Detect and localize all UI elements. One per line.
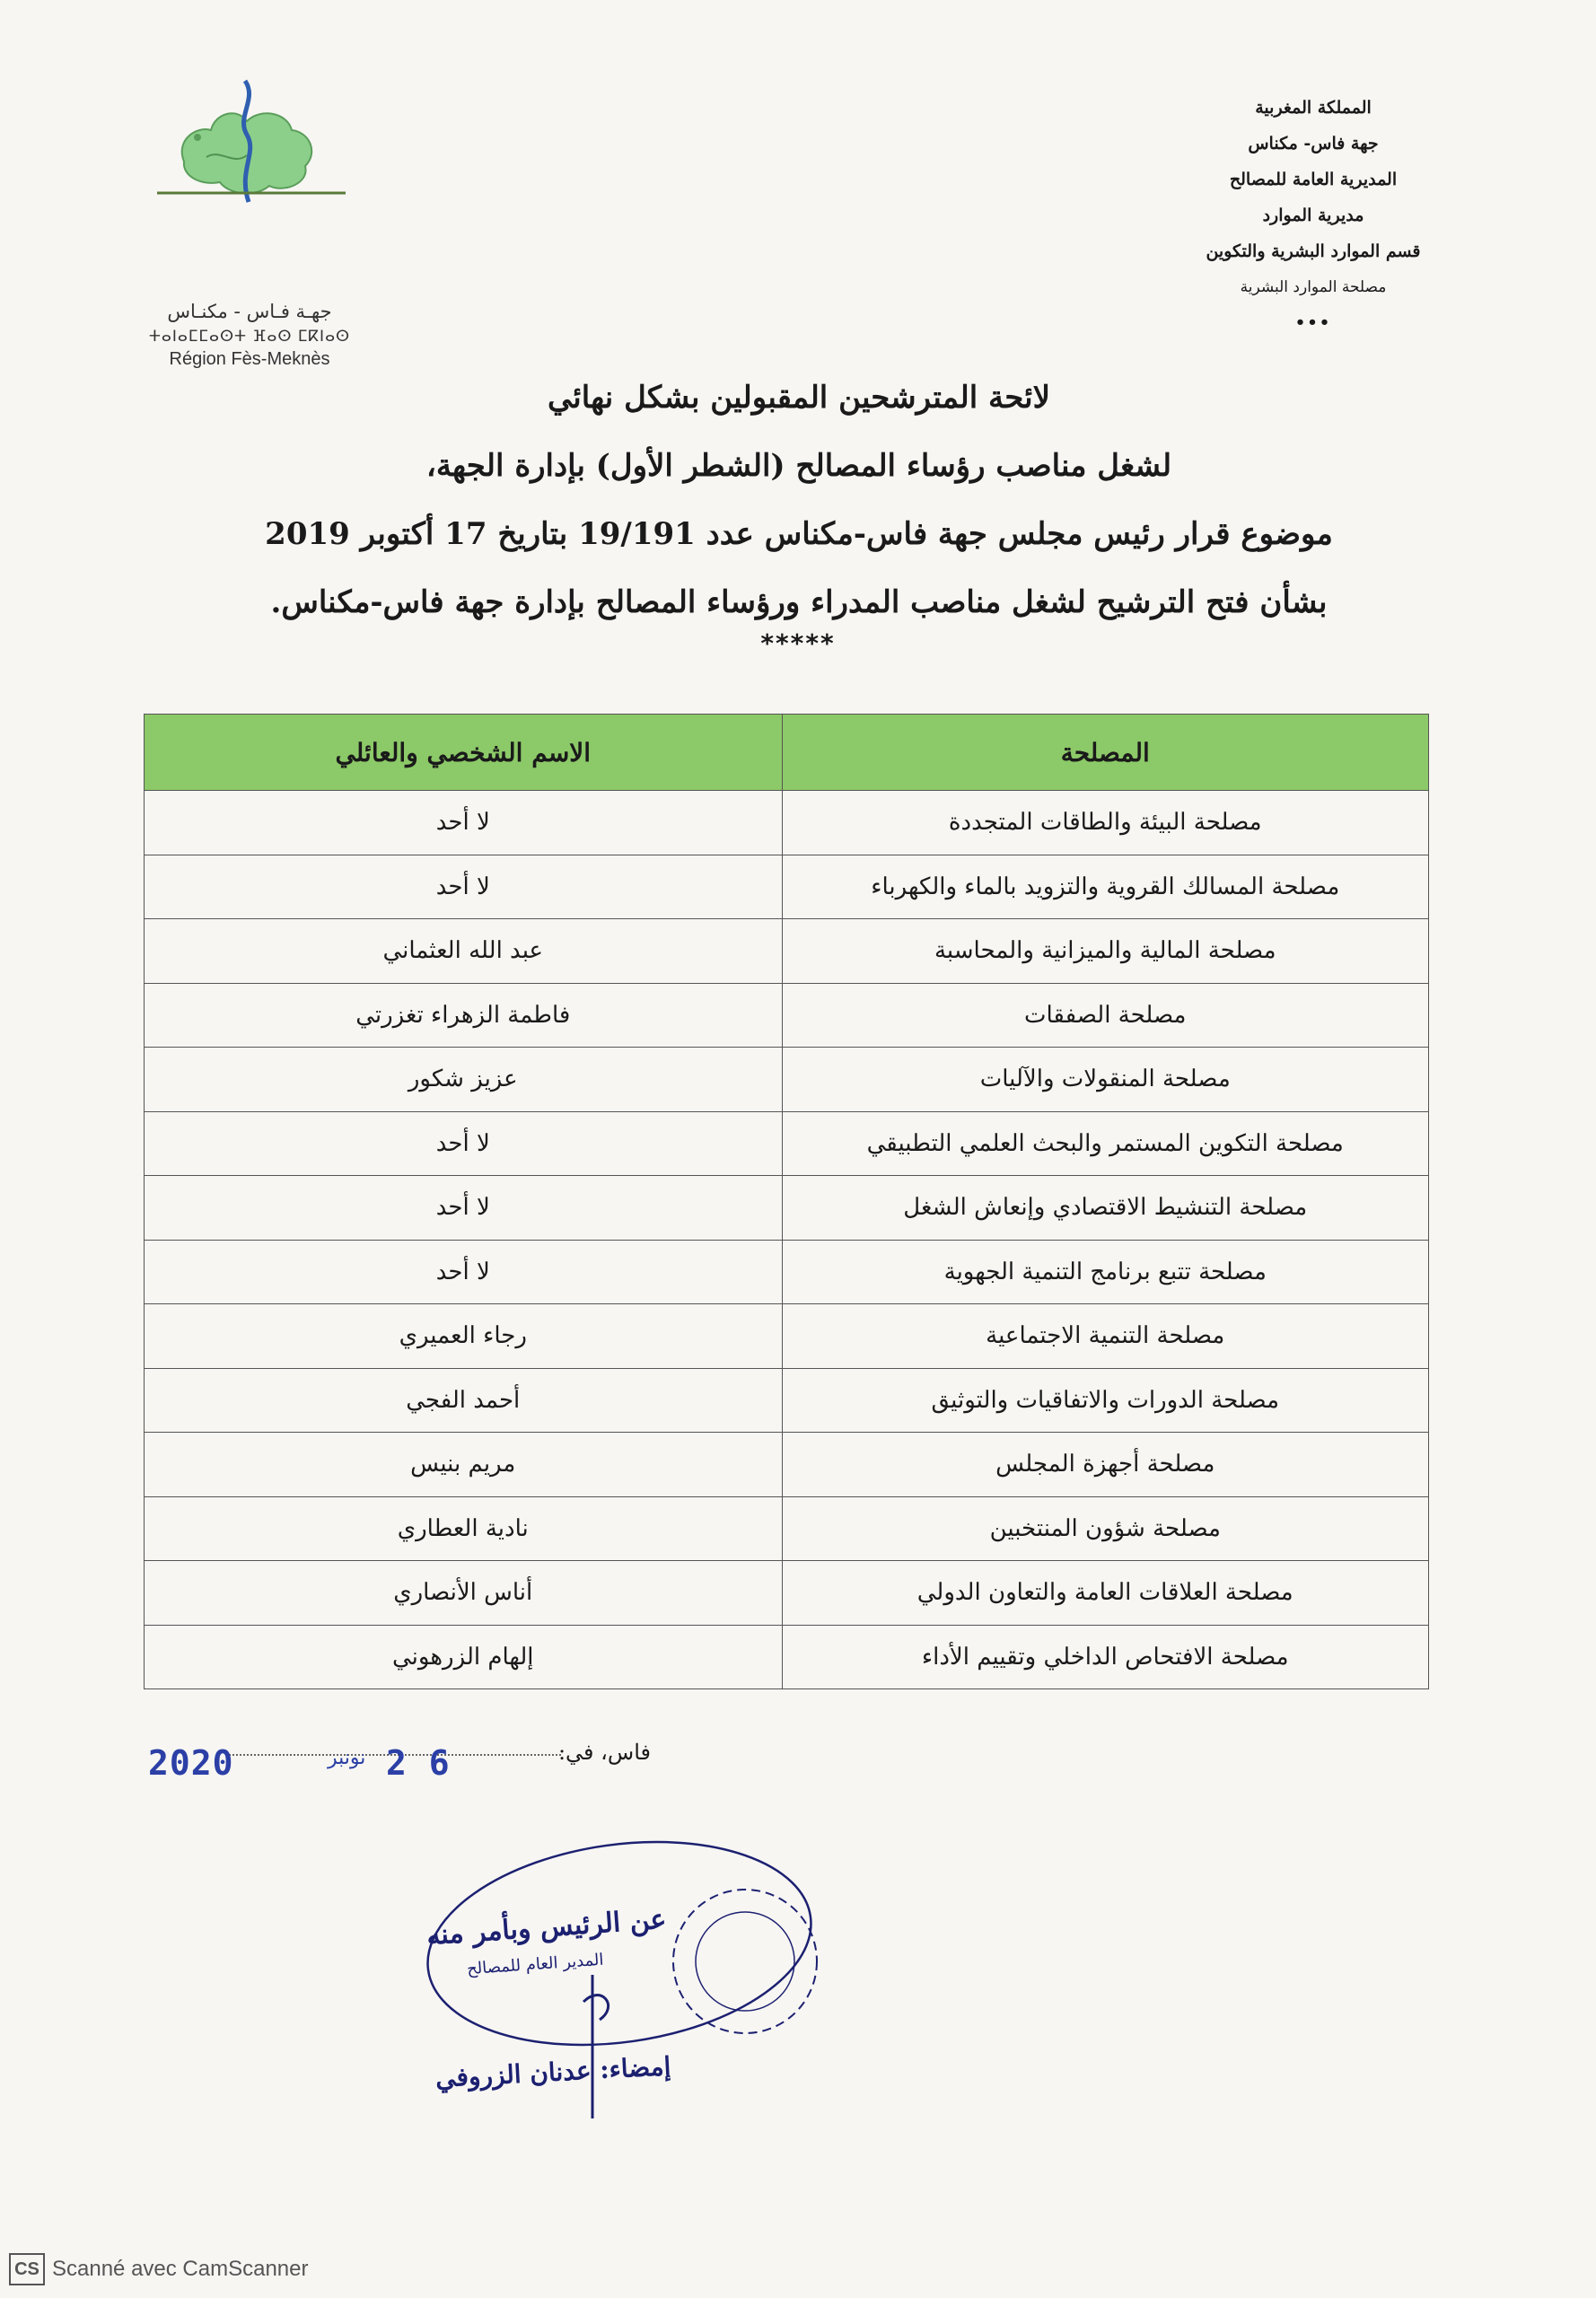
title-separator: ***** <box>760 628 836 658</box>
date-line <box>148 1734 651 1797</box>
admin-line: المملكة المغربية <box>1255 98 1372 118</box>
table-row <box>145 1304 1429 1369</box>
title-line-3: موضوع قرار رئيس مجلس جهة فاس-مكناس عدد 19/191 بتاريخ 17 أكتوبر 2019 <box>265 516 1333 552</box>
column-header-name: الاسم الشخصي والعائلي <box>145 715 783 791</box>
name-cell: إلهام الزرهوني <box>145 1625 783 1689</box>
service-cell: مصلحة الصفقات <box>782 983 1428 1048</box>
service-cell: مصلحة التكوين المستمر والبحث العلمي التطبيقي <box>782 1111 1428 1176</box>
camscanner-footer <box>9 2251 309 2287</box>
document-title <box>180 364 1418 636</box>
table-row <box>145 1496 1429 1561</box>
table-row <box>145 1176 1429 1241</box>
admin-line: جهة فاس- مكناس <box>1248 134 1379 153</box>
name-cell: لا أحد <box>145 855 783 919</box>
administrative-header <box>1179 90 1448 341</box>
title-line-2: لشغل مناصب رؤساء المصالح (الشطر الأول) بإدارة الجهة، <box>425 448 1172 484</box>
table-row <box>145 855 1429 919</box>
admin-line: قسم الموارد البشرية والتكوين <box>1206 241 1421 261</box>
name-cell: لا أحد <box>145 1111 783 1176</box>
title-line-1: لائحة المترشحين المقبولين بشكل نهائي <box>547 380 1051 416</box>
logo-french-text: Région Fès-Meknès <box>169 349 330 369</box>
candidates-table <box>144 714 1429 1689</box>
service-cell: مصلحة المسالك القروية والتزويد بالماء والكهرباء <box>782 855 1428 919</box>
table-row <box>145 1625 1429 1689</box>
table-row <box>145 1111 1429 1176</box>
table-row <box>145 983 1429 1048</box>
service-cell: مصلحة شؤون المنتخبين <box>782 1496 1428 1561</box>
name-cell: رجاء العميري <box>145 1304 783 1369</box>
table-row <box>145 1048 1429 1112</box>
signature-line-3: إمضاء: عدنان الزروفي <box>434 2051 672 2093</box>
signature-line-1: عن الرئيس وبأمر منه <box>425 1903 668 1952</box>
name-cell: لا أحد <box>145 791 783 855</box>
service-cell: مصلحة البيئة والطاقات المتجددة <box>782 791 1428 855</box>
table-row <box>145 919 1429 984</box>
date-label: فاس، في: <box>557 1740 651 1765</box>
service-cell: مصلحة المنقولات والآليات <box>782 1048 1428 1112</box>
logo-arabic-text: جهـة فـاس - مكنـاس <box>167 301 332 322</box>
official-stamp-icon <box>386 1822 853 2172</box>
service-cell: مصلحة الافتحاص الداخلي وتقييم الأداء <box>782 1625 1428 1689</box>
name-cell: عزيز شكور <box>145 1048 783 1112</box>
name-cell: مريم بنيس <box>145 1433 783 1497</box>
title-line-4: بشأن فتح الترشيح لشغل مناصب المدراء ورؤساء المصالح بإدارة جهة فاس-مكناس. <box>270 584 1328 620</box>
stamp-month: نونبر <box>328 1747 366 1769</box>
admin-line: مديرية الموارد <box>1262 206 1364 225</box>
service-cell: مصلحة التنمية الاجتماعية <box>782 1304 1428 1369</box>
service-cell: مصلحة تتبع برنامج التنمية الجهوية <box>782 1240 1428 1304</box>
service-cell: مصلحة التنشيط الاقتصادي وإنعاش الشغل <box>782 1176 1428 1241</box>
region-map-icon <box>157 76 346 220</box>
table-row <box>145 1240 1429 1304</box>
region-logo <box>135 76 368 369</box>
stamp-day: 2 6 <box>386 1743 451 1783</box>
name-cell: أناس الأنصاري <box>145 1561 783 1626</box>
admin-line: مصلحة الموارد البشرية <box>1240 278 1387 296</box>
name-cell: فاطمة الزهراء تغزرتي <box>145 983 783 1048</box>
logo-tifinagh-text: ⵜⴰⵏⴰⵎⵎⴰⵙⵜ ⴼⴰⵙ ⵎⴽⵏⴰⵙ <box>148 328 351 346</box>
service-cell: مصلحة الدورات والاتفاقيات والتوثيق <box>782 1368 1428 1433</box>
admin-dots: ••• <box>1294 313 1332 332</box>
camscanner-text: Scanné avec CamScanner <box>52 2257 309 2281</box>
table-row <box>145 1433 1429 1497</box>
signature-line-2: المدير العام للمصالح <box>466 1950 605 1979</box>
service-cell: مصلحة المالية والميزانية والمحاسبة <box>782 919 1428 984</box>
column-header-service: المصلحة <box>782 715 1428 791</box>
signature-block <box>386 1822 853 2172</box>
table-row <box>145 1368 1429 1433</box>
name-cell: لا أحد <box>145 1176 783 1241</box>
service-cell: مصلحة العلاقات العامة والتعاون الدولي <box>782 1561 1428 1626</box>
table-row <box>145 791 1429 855</box>
name-cell: لا أحد <box>145 1240 783 1304</box>
service-cell: مصلحة أجهزة المجلس <box>782 1433 1428 1497</box>
name-cell: أحمد الفجي <box>145 1368 783 1433</box>
stamp-year: 2020 <box>148 1743 234 1783</box>
admin-line: المديرية العامة للمصالح <box>1229 170 1398 189</box>
name-cell: عبد الله العثماني <box>145 919 783 984</box>
name-cell: نادية العطاري <box>145 1496 783 1561</box>
table-header-row <box>145 715 1429 791</box>
table-row <box>145 1561 1429 1626</box>
camscanner-logo-icon: CS <box>9 2253 45 2285</box>
